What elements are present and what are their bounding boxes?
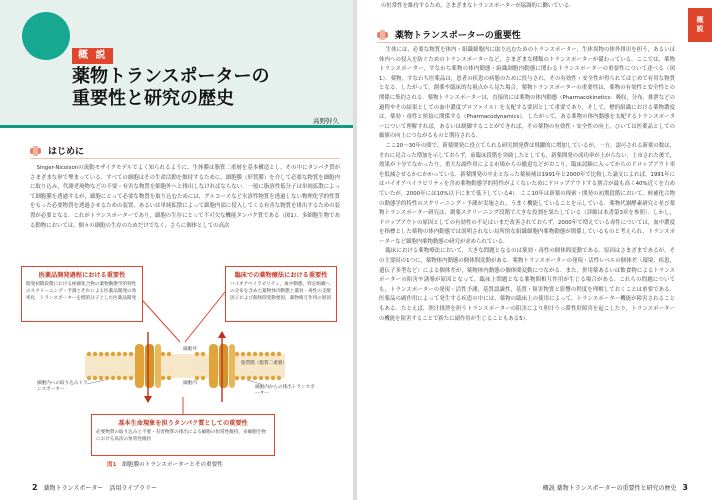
box-title: 臨床での薬物療法における重要性 — [234, 272, 328, 279]
chapter-tab: 概説 — [688, 8, 712, 42]
box-body: 必要物質の取り込みと不要・有害物質の排出による細胞の恒常性維持，多細胞生物における高次の恒常性維持 — [96, 430, 266, 442]
continued-line: の恒常性を維持するため，さまざまなトランスポーターが協調的に働いている． — [381, 3, 575, 9]
box-clinical-therapy — [225, 266, 337, 322]
title-line-2: 重要性と研究の歴史 — [72, 88, 234, 109]
box-basic-life — [91, 414, 275, 456]
title-line-1: 薬物トランスポーターの — [72, 66, 270, 87]
section-title: 薬物トランスポーターの重要性 — [395, 31, 521, 41]
right-page — [357, 0, 712, 500]
page-number: 3 — [682, 483, 688, 492]
right-body-text — [379, 46, 675, 476]
box-drug-development — [21, 266, 143, 322]
footer-label: 概説 — [542, 485, 555, 492]
paragraph-2: ここ20～30年の間で，新薬開発に役立てられる研究開発費は飛躍的に増加しているが，一方，認可される新薬の数は，それに見合った増加を示しておらず，前臨床段階を突破したとしても，新薬開発の成功率が上がらない．上市された後で，効果が十分でなかったり，重大な副作用による市場からの撤退などがおこり，臨床試験に入ってからのドロップアウト率を低減させるかにかかっている．新薬開発の中止となった薬候補は1991年と2000年で比較した論文によれば，1991年にはバイオアベイラビリティを含め薬物動態学的特性がよくないためにドロップアウトする割合が最も高く40%近くを占めていたが，2000年には10%以下にまで低下している4）．ここ10年は新薬の探索・開発の初期段階において，候補化合物の動態学的特性のスクリーニング・予測が実施され，うまく機能していることを示している．薬物代謝酵素研究と並び薬物トランスポーター研究は，創薬スクリーニング段階で大きな役割を果たしている（詳細は本書第3章を参照）．しかし，ドロップアウトの原因としての有効性の不足はいまだ改善されておらず，2000年で増えている毒性については，血中濃度を指標とした薬物の体内動態では説明されない局所的な組織細胞内薬物動態が関係しているものと考えられ，トランスポーターなど細胞内薬物動態の研究が求められている． — [379, 142, 675, 245]
header-rule — [0, 125, 353, 128]
box-body: バイオアベイラビリティ，血中動態，特定組織への分布を含めた薬物体内動態と薬効・毒性の支配因子および個体間変動要因，薬物相互作用の原因 — [230, 282, 332, 301]
section-rule — [30, 158, 340, 159]
paragraph-1: 生体には，必要な物質を体内・組織細胞内に取り込むためのトランスポーター，生体異物の体外排出を担う，あるいは体内への侵入を防ぐためのトランスポーターなど，さまざまな種類のトランスポーターが備わっている．ここでは，薬物トランスポーター，すなわち薬物の体内動態・組織細胞内動態に関わるトランスポーターの重要性について述べる（図1）．薬物，すなわち医薬品は，患者の疾患の病態のために投与され，その有効性・安全性が得られてはじめて有用な物質となる．したがって，創薬や臨床的な視点から見た場合，薬物トランスポーターの重要性は，薬物の有効性と安全性との関係に集約される．薬物トランスポーターは，直接的には薬物の体内動態（Pharmacokinetics：吸収，分布，排泄などの過程やその結果としての血中濃度プロファイル）を支配する要因として重要であり，そして，標的組織における薬物濃度は，薬効・毒性と密接に関係する（Pharmacodynamics）．したがって，ある薬物の体内動態を支配するトランスポーターについて理解すれば，あるいは制御することができれば，その薬物の有効性・安全性の向上，ひいては医薬品としての価値の向上につながるものと期待される． — [379, 47, 675, 140]
section-heading-importance — [377, 28, 521, 41]
figure-1 — [15, 262, 343, 476]
left-footer — [28, 483, 157, 492]
left-page — [0, 0, 353, 500]
label-efflux-transporter: 細胞内からの排出トランスポーター — [255, 385, 315, 396]
paragraph-3: 臨床における薬物療法において，大きな問題となるのは薬効・毒性の個体間変動である．原因はさまざまであるが，その主要因の1つに，薬物体内動態の個体間変動がある．薬物トランスポーターの発現・活性レベルの個体差（環境，疾患，遺伝子多型など）による個体差が，薬物体内動態の個体間変動につながる．また，併用薬あるいは飲食物によるトランスポーターの阻害や誘導が原因となって，臨床上問題となる薬物間相互作用が生じる場合がある．これらの問題についても，トランスポーターの発現・活性予測，基質認識性，基質・阻害物質と影響の程度を理解しておくことは重要である．医薬品の副作用によって発生する疾患の中には，薬物の臨床上の使用によって，トランスポーター機能が障害されることもある．たとえば，胆汁排泄を担うトランスポーターの阻害により胆汁うっ滞性肝障害を起こしたり，トランスポーターの機能を阻害することで新たに副作用が生じることもある5）． — [379, 248, 675, 322]
teal-circle-decoration — [22, 12, 70, 60]
intro-paragraph: Singer-Nicolsonの流動モザイクモデルでよく知られるように，生体膜は脂質二重層を基本構造とし，その中にタンパク質がさまざまな形で埋まっている．すべての細胞はその生命活動を維持するために，細胞膜（形質膜）を介して必要な物質を細胞内に取り込み，代謝老廃物などの不要・有害な物質を細胞外へと排出しなければならない．一般に脂溶性低分子は単純拡散によって細胞膜を透過するが，細胞にとって必要な物質を取り込むためには，グルコースなど水溶性物質を透過しない物理化学的性質をもった必要物質を透過させるための装置，あるいは単純拡散によって細胞内部に侵入してくる有害な物質を排出するための装置が必要となる．これがトランスポーターであり，細胞の生存にとって不可欠な機能タンパク質である（図1）．多細胞生物である動物においては，個々の細胞の生存のためだけでなく，さらに個体としての高次 — [30, 165, 340, 229]
section-pill-icon — [30, 146, 44, 156]
section-title: はじめに — [48, 147, 85, 157]
caption-number: 図1 — [107, 462, 117, 468]
overview-tag: 概 説 — [72, 48, 113, 64]
caption-text: 細胞膜のトランスポーターとその重要性 — [122, 462, 223, 468]
intro-text — [30, 164, 340, 250]
label-intracellular: 細胞内 — [183, 381, 197, 386]
label-extracellular: 細胞外 — [183, 347, 197, 352]
article-title — [72, 66, 269, 110]
right-footer — [543, 483, 692, 492]
section-rule — [377, 42, 672, 43]
label-lipid-bilayer: 脂質膜（脂質二重層） — [241, 361, 287, 366]
uptake-transporter — [135, 332, 161, 403]
box-title: 基本生命現象を担うタンパク質としての重要性 — [118, 420, 248, 427]
label-uptake-transporter: 細胞内への取り込みトランスポーター — [37, 381, 88, 392]
footer-text: 薬物トランスポーター 活用ライブラリー — [43, 485, 157, 492]
section-pill-icon — [377, 30, 391, 40]
box-body: 開発初期段階における候補化合物の薬物動態学的特性のスクリーニング・予測とそれによる医薬品開発の効率化．トランスポーターを標的分子とした医薬品開発 — [26, 282, 137, 301]
author-name: 高野幹久 — [313, 117, 339, 125]
figure-caption — [107, 460, 223, 468]
section-heading-intro — [30, 144, 84, 157]
box-title: 医薬品開発過程における重要性 — [38, 272, 126, 279]
page-number: 2 — [32, 483, 38, 492]
lipid-bilayer — [85, 352, 285, 380]
efflux-transporter — [209, 331, 235, 402]
footer-text: 薬物トランスポーターの重要性と研究の歴史 — [556, 485, 677, 492]
